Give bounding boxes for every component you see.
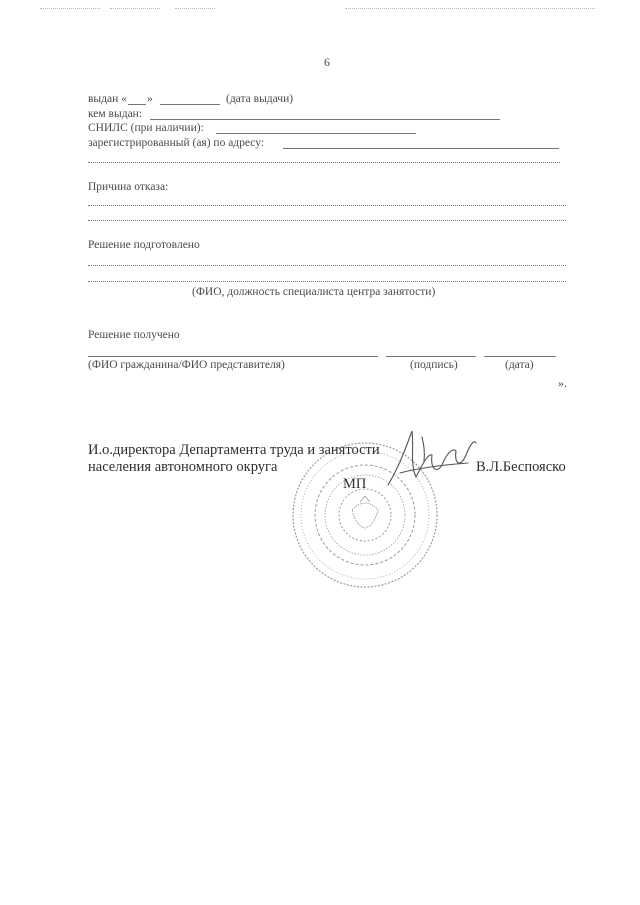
decision-prepared-caption: (ФИО, должность специалиста центра занятости) (192, 286, 436, 298)
registered-line-1 (283, 148, 559, 149)
scan-artifact (175, 8, 215, 9)
refusal-reason-line-2 (88, 220, 566, 221)
received-signature-caption: (подпись) (410, 359, 458, 371)
decision-received-label: Решение получено (88, 329, 180, 341)
registered-line-2 (88, 162, 560, 163)
closing-quote: ». (558, 376, 567, 390)
snils-label: СНИЛС (при наличии): (88, 122, 204, 134)
refusal-reason-line-1 (88, 205, 566, 206)
received-name-line (88, 356, 378, 357)
signatory-name: В.Л.Беспояско (476, 459, 566, 475)
received-name-caption: (ФИО гражданина/ФИО представителя) (88, 359, 285, 371)
received-date-caption: (дата) (505, 359, 534, 371)
signatory-title-line2: населения автономного округа (88, 459, 278, 475)
registered-label: зарегистрированный (ая) по адресу: (88, 137, 265, 149)
signatory-title-line1: И.о.директора Департамента труда и занятости (88, 442, 380, 458)
issued-by-line (150, 119, 500, 120)
issued-label-mid: » (147, 93, 153, 105)
refusal-reason-label: Причина отказа: (88, 181, 169, 193)
issued-label-start: выдан « (88, 93, 127, 105)
scan-artifact (110, 8, 160, 9)
issued-month-line (160, 104, 220, 105)
scan-artifact (40, 8, 100, 9)
issued-by-label: кем выдан: (88, 108, 143, 120)
page-number: 6 (324, 55, 330, 69)
received-signature-line (386, 356, 476, 357)
decision-prepared-line-2 (88, 281, 566, 282)
scan-artifact (345, 8, 595, 9)
issued-date-hint: (дата выдачи) (226, 93, 294, 105)
snils-line (216, 133, 416, 134)
decision-prepared-line-1 (88, 265, 566, 266)
handwritten-signature-icon (370, 425, 480, 495)
stamp-place-label: МП (343, 476, 367, 492)
received-date-line (484, 356, 556, 357)
issued-day-line (128, 104, 146, 105)
decision-prepared-label: Решение подготовлено (88, 239, 200, 251)
